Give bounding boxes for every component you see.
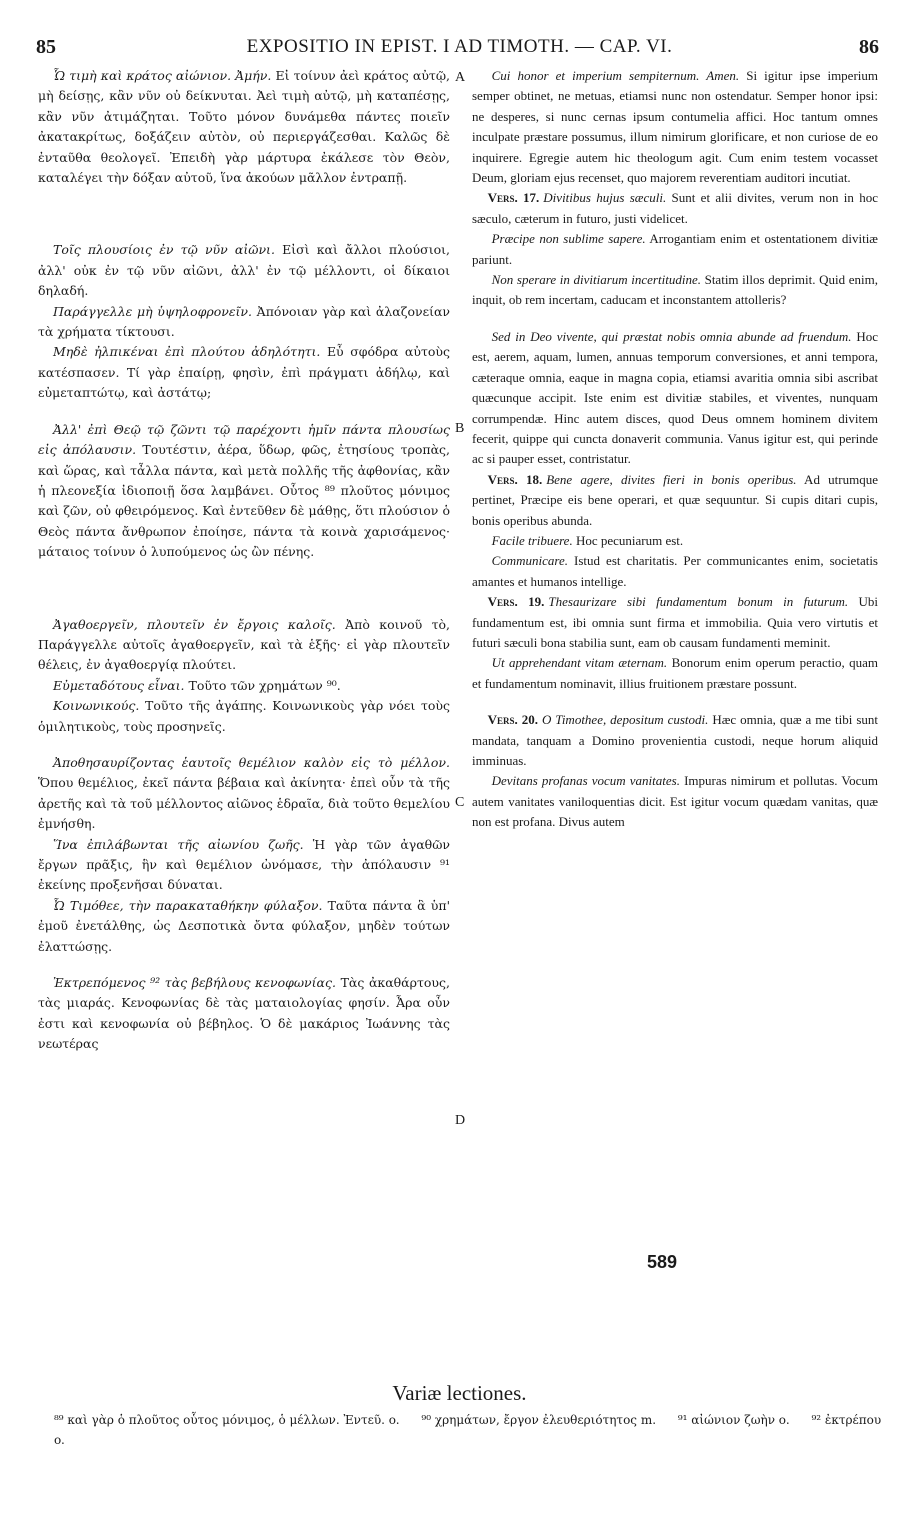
verse-marker: Vers. 19. [487,594,545,610]
greek-paragraph [38,66,450,188]
greek-paragraph [38,240,450,301]
latin-text: Si igitur ipse imperium semper obtinet, ne metuas, etiamsi nunc non ostendatur. Semper honor ipsi: ne desperes, si nunc cernas ipsum contumelia affici. Hoc tantum omnes inculpate præstare possumus, illum nimirum glorificare, et non curiose de eo inquirere. Egregie autem hic theologum agit. Cum enim testem vocasset Deum, gloriam ejus recenset, quo majorem reverentiam auditori incutiat. [472,68,879,186]
margin-letter-b: B [455,421,465,436]
latin-text: Ad utrumque pertinet, Præcipe eis bene operari, et quæ sequuntur. Si cupis ditari cupis, bonis operibus abunda. [472,471,878,528]
greek-text: Εὖ σφόδρα αὐτοὺς κατέσπασεν. Τί γὰρ ἐπαίρῃ, φησὶν, ἐπὶ πράγματι ἀδήλῳ, καὶ εὐμεταπτώτῳ, καὶ ἀστάτῳ; [38,344,450,401]
latin-paragraph [472,470,878,531]
greek-lemma: Κοινωνικούς. [53,698,140,714]
spacer [38,737,450,753]
greek-paragraph [38,753,450,835]
latin-text: Ubi fundamentum est, ibi omnia sunt firma et immobilia. Quia vero virtutis et futuri sæculi bona stabilia sunt, eam ob causam fundamenti meminit. [472,594,879,650]
greek-lemma: Ἵνα ἐπιλάβωνται τῆς αἰωνίου ζωῆς. [53,836,304,852]
verse-marker: Vers. 17. [487,190,540,206]
latin-paragraph [472,653,878,694]
latin-lemma: Non sperare in divitiarum incertitudine. [491,272,701,288]
running-header [0,30,919,64]
latin-text: Istud est charitatis. Per communicantes enim, societatis amantes et humanos intellige. [472,553,878,589]
latin-paragraph [472,66,878,188]
latin-text: Hoc est, aerem, aquam, lumen, annuas temporum conversiones, et anni tempora, cæteraque omnia, eaque in magna copia, etiamsi avaritia omnia sibi ascribat quæcunque accipit. Iste enim est divitiæ stabiles, et viventes, nunquam corrumpendæ. Hinc autem disces, quod Deus omnem hominem divitem fecerit, quippe qui cuncta donaverit communia. Vanus igitur est, qui perinde ac si pauper esset, contristatur. [472,328,878,467]
spacer [38,563,450,615]
latin-lemma: Thesaurizare sibi fundamentum bonum in futurum. [548,594,849,610]
latin-paragraph [472,188,878,229]
latin-text: Impuras nimirum et pollutas. Vocum autem vanitates vaniloquentias dicit. Est igitur vocum quædam vanitas, quæ non est profana. Divus autem [472,773,878,830]
greek-text: Τουτέστιν, ἀέρα, ὕδωρ, φῶς, ἐτησίους τροπὰς, καὶ ὥρας, καὶ τἆλλα πάντα, καὶ μετὰ πολλῆς τῆς ἀφθονίας, κἂν ἡ πλεονεξία ἰδιοποιῇ ὅσα λαμβάνει. Οὗτος ⁸⁹ πλοῦτος μόνιμος καὶ ζῶν, οὐ φθειρόμενος. Καὶ ἐντεῦθεν δὲ μάθῃς, ὅτι πλούσιον ὁ Θεὸς πάντα ἄνθρωπον ἐποίησε, πάντα τὰ κοινὰ χαρισάμενος· μάταιος τοίνυν ὁ λυπούμενος ὡς ὢν πένης. [38,442,451,560]
greek-lemma: Ἀγαθοεργεῖν, πλουτεῖν ἐν ἔργοις καλοῖς. [53,616,336,632]
greek-lemma: Ὧ τιμὴ καὶ κράτος αἰώνιον. Ἀμήν. [53,68,272,83]
latin-lemma: Præcipe non sublime sapere. [491,231,646,247]
greek-paragraph [38,676,450,696]
greek-text: Ἀπόνοιαν γὰρ καὶ ἀλαζονείαν τὰ χρήματα τίκτουσι. [38,303,451,340]
greek-paragraph [38,342,450,403]
spacer [38,957,450,973]
latin-text: Hoc pecuniarum est. [572,532,684,548]
page-number-left: 85 [36,36,56,58]
latin-lemma: Bene agere, divites fieri in bonis operibus. [546,471,797,487]
greek-text: Τοῦτο τῆς ἀγάπης. Κοινωνικοὺς γὰρ νόει τοὺς ὁμιλητικοὺς, τοὺς προσηνεῖς. [38,698,450,734]
latin-text: Statim illos deprimit. Quid enim, inquit, ob rem incertam, caducam et inconstantem attolleris? [472,272,878,308]
greek-lemma: Ἀποθησαυρίζοντας ἑαυτοῖς θεμέλιον καλὸν εἰς τὸ μέλλον. [53,754,450,770]
greek-text: Τοῦτο τῶν χρημάτων ⁹⁰. [184,677,341,693]
greek-lemma: Ἐκτρεπόμενος ⁹² τὰς βεβήλους κενοφωνίας. [53,975,336,991]
latin-paragraph [472,710,878,771]
greek-text: Ταῦτα πάντα ἃ ὑπ' ἐμοῦ ἐνετάλθης, ὡς Δεσποτικὰ ὄντα φύλαξον, μηδὲν τούτων ἐλαττώσῃς. [38,897,451,954]
greek-lemma: Παράγγελλε μὴ ὑψηλοφρονεῖν. [53,303,253,319]
variant-note: ⁹² ἐκτρέπου o. [54,1413,882,1447]
variant-note: ⁹¹ αἰώνιον ζωὴν o. [677,1413,790,1427]
latin-lemma: Facile tribuere. [491,532,573,548]
page-number-right: 86 [859,36,879,58]
greek-text: Ἡ γὰρ τῶν ἀγαθῶν ἔργων πρᾶξις, ἣν καὶ θεμέλιον ὠνόμασε, τὴν ἀπόλαυσιν ⁹¹ ἐκείνης προξενῆσαι δύναται. [38,836,450,893]
latin-paragraph [472,229,878,270]
latin-text: Sunt et alii divites, verum non in hoc sæculo, cæterum in futuro, justi videlicet. [472,190,878,226]
latin-lemma: Divitibus hujus sæculi. [543,190,667,206]
margin-letter-c: C [455,795,465,810]
greek-lemma: Ὦ Τιμόθεε, τὴν παρακαταθήκην φύλαξον. [53,897,323,913]
greek-paragraph [38,835,450,896]
latin-paragraph [472,270,878,311]
margin-letter-a: A [455,70,466,85]
spacer [472,311,878,327]
greek-paragraph [38,302,450,343]
greek-text: Ἀπὸ κοινοῦ τὸ, Παράγγελλε αὐτοῖς ἀγαθοεργεῖν, καὶ τὰ ἑξῆς· εἰ γὰρ πλουτεῖν θέλεις, ἐν ἀγαθοεργίᾳ πλούτει. [38,616,450,673]
greek-paragraph [38,696,450,737]
greek-paragraph [38,973,450,1055]
greek-column [38,66,450,1055]
greek-text: Ὅπου θεμέλιος, ἐκεῖ πάντα βέβαια καὶ ἀκίνητα· ἐπεὶ οὖν τὰ τῆς ἀρετῆς καὶ τὰ τοῦ μέλλοντος αἰῶνος ἑδραῖα, διὰ τοῦτο θεμελίου ἐμνήσθη. [38,775,450,832]
latin-lemma: O Timothee, depositum custodi. [541,712,709,728]
latin-text: Hæc omnia, quæ a me tibi sunt mandata, tanquam a Domino provenientia custodi, neque horum aliquid imminuas. [472,712,879,768]
latin-lemma: Ut apprehendant vitam æternam. [491,655,668,671]
latin-lemma: Communicare. [491,553,569,569]
greek-lemma: Τοῖς πλουσίοις ἐν τῷ νῦν αἰῶνι. [53,242,275,258]
greek-paragraph [38,615,450,676]
latin-column [472,66,878,833]
variae-lectiones-notes [54,1410,884,1450]
greek-lemma: Μηδὲ ἠλπικέναι ἐπὶ πλούτου ἀδηλότητι. [53,344,321,360]
variant-note: ⁹⁰ χρημάτων, ἔργον ἐλευθεριότητος m. [421,1413,657,1427]
latin-paragraph [472,531,878,551]
margin-letter-d: D [455,1113,466,1128]
latin-lemma: Sed in Deo vivente, qui præstat nobis omnia abunde ad fruendum. [491,328,852,344]
greek-text: Εἰσὶ καὶ ἄλλοι πλούσιοι, ἀλλ' οὐκ ἐν τῷ νῦν αἰῶνι, ἀλλ' ἐν τῷ μέλλοντι, οἱ δίκαιοι δηλαδή. [38,242,450,299]
latin-paragraph [472,551,878,592]
latin-text: Arrogantiam enim et ostentationem divitiæ pariunt. [472,231,878,267]
verse-marker: Vers. 18. [487,471,543,487]
latin-text: Bonorum enim operum peractio, quam et fundamentum nominavit, illius fruitionem præstare possunt. [472,655,878,691]
latin-lemma: Devitans profanas vocum vanitates. [491,773,680,789]
greek-text: Εἰ τοίνυν ἀεὶ κράτος αὐτῷ, μὴ δείσῃς, κἂν νῦν οὐ δείκνυται. Ἀεὶ τιμὴ αὐτῷ, μὴ καταπέσῃς, κἂν νῦν ἀτιμάζηται. Τοῦτο μόνον δυνάμεθα πάντες ποιεῖν ἀκατακρίτως, δοξάζειν αὐτὸν, οὐ περιεργάζεσθαι. Καλῶς δὲ ἐνταῦθα θεολογεῖ. Ἐπειδὴ γὰρ μάρτυρα ἐκάλεσε τὸν Θεὸν, καταλέγει τὴν δόξαν αὐτοῦ, ἵνα ἀκούων μᾶλλον ἐντραπῇ. [38,68,450,186]
latin-lemma: Cui honor et imperium sempiternum. Amen. [491,68,740,83]
latin-paragraph [472,592,878,653]
greek-paragraph [38,420,450,563]
latin-paragraph [472,771,878,832]
greek-text: Τὰς ἀκαθάρτους, τὰς μιαράς. Κενοφωνίας δὲ τὰς ματαιολογίας φησίν. Ἆρα οὖν ἐστι καὶ κενοφωνία οὐ βέβηλος. Ὁ δὲ μακάριος Ἰωάννης τὰς νεωτέρας [38,975,450,1052]
greek-paragraph [38,896,450,957]
column-number: 589 [647,1252,678,1272]
verse-marker: Vers. 20. [487,712,538,728]
running-title: EXPOSITIO IN EPIST. I AD TIMOTH. — CAP. VI. [246,36,673,57]
greek-lemma: Εὐμεταδότους εἶναι. [53,677,185,693]
greek-lemma: Ἀλλ' ἐπὶ Θεῷ τῷ ζῶντι τῷ παρέχοντι ἡμῖν πάντα πλουσίως εἰς ἀπόλαυσιν. [38,421,450,458]
spacer [472,694,878,710]
variant-note: ⁸⁹ καὶ γὰρ ὁ πλοῦτος οὗτος μόνιμος, ὁ μέλλων. Ἐντεῦ. o. [54,1413,400,1427]
latin-paragraph [472,327,878,470]
spacer [38,188,450,240]
spacer [38,404,450,420]
variae-lectiones-title: Variæ lectiones. [392,1381,527,1405]
